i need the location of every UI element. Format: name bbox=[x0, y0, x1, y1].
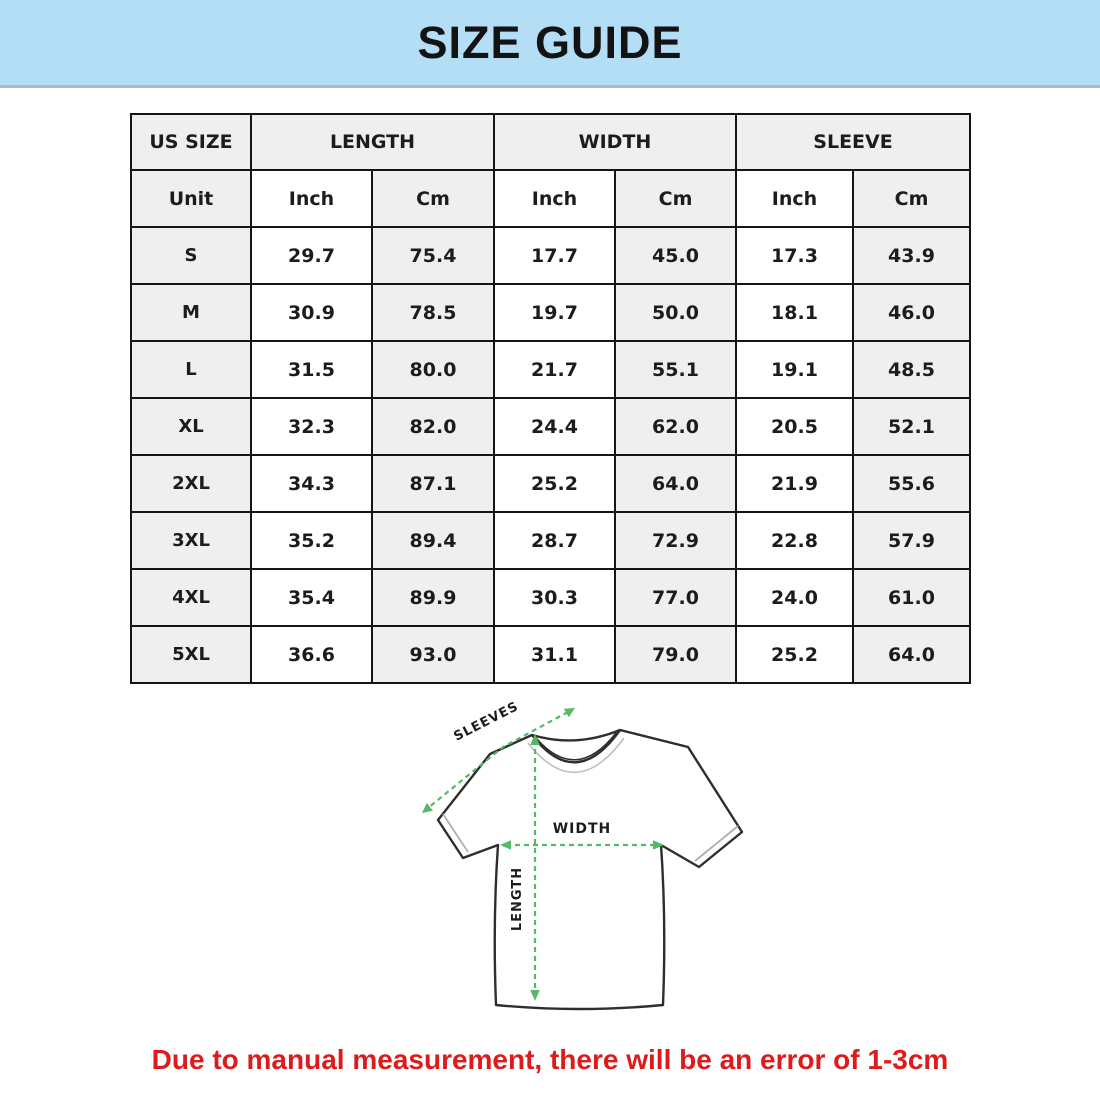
size-label: 5XL bbox=[131, 626, 251, 683]
table-row-4xl bbox=[131, 569, 970, 626]
cell-value: 20.5 bbox=[736, 398, 853, 455]
unit-cm: Cm bbox=[853, 170, 970, 227]
table-header-row bbox=[131, 114, 970, 170]
unit-inch: Inch bbox=[494, 170, 615, 227]
length-label: LENGTH bbox=[510, 866, 525, 932]
cell-value: 79.0 bbox=[615, 626, 736, 683]
cell-value: 17.3 bbox=[736, 227, 853, 284]
table-row-l bbox=[131, 341, 970, 398]
header-length: LENGTH bbox=[251, 114, 494, 170]
cell-value: 77.0 bbox=[615, 569, 736, 626]
cell-value: 48.5 bbox=[853, 341, 970, 398]
unit-inch: Inch bbox=[251, 170, 372, 227]
cell-value: 25.2 bbox=[494, 455, 615, 512]
cell-value: 36.6 bbox=[251, 626, 372, 683]
unit-row bbox=[131, 170, 970, 227]
header-width: WIDTH bbox=[494, 114, 736, 170]
cell-value: 55.1 bbox=[615, 341, 736, 398]
measurement-error-note: Due to manual measurement, there will be an error of 1-3cm bbox=[151, 1044, 949, 1075]
table-row-3xl bbox=[131, 512, 970, 569]
size-label: S bbox=[131, 227, 251, 284]
cell-value: 62.0 bbox=[615, 398, 736, 455]
cell-value: 80.0 bbox=[372, 341, 494, 398]
cell-value: 72.9 bbox=[615, 512, 736, 569]
cell-value: 61.0 bbox=[853, 569, 970, 626]
size-label: 3XL bbox=[131, 512, 251, 569]
cell-value: 19.1 bbox=[736, 341, 853, 398]
cell-value: 89.4 bbox=[372, 512, 494, 569]
cell-value: 21.7 bbox=[494, 341, 615, 398]
cell-value: 24.4 bbox=[494, 398, 615, 455]
size-guide-banner bbox=[0, 0, 1100, 88]
cell-value: 64.0 bbox=[615, 455, 736, 512]
cell-value: 25.2 bbox=[736, 626, 853, 683]
cell-value: 31.1 bbox=[494, 626, 615, 683]
cell-value: 17.7 bbox=[494, 227, 615, 284]
header-sleeve: SLEEVE bbox=[736, 114, 970, 170]
cell-value: 24.0 bbox=[736, 569, 853, 626]
size-label: M bbox=[131, 284, 251, 341]
size-label: 2XL bbox=[131, 455, 251, 512]
cell-value: 64.0 bbox=[853, 626, 970, 683]
cell-value: 43.9 bbox=[853, 227, 970, 284]
size-table bbox=[130, 113, 971, 684]
size-label: 4XL bbox=[131, 569, 251, 626]
unit-cm: Cm bbox=[615, 170, 736, 227]
cell-value: 22.8 bbox=[736, 512, 853, 569]
cell-value: 34.3 bbox=[251, 455, 372, 512]
cell-value: 82.0 bbox=[372, 398, 494, 455]
unit-cm: Cm bbox=[372, 170, 494, 227]
unit-inch: Inch bbox=[736, 170, 853, 227]
cell-value: 78.5 bbox=[372, 284, 494, 341]
header-us-size: US SIZE bbox=[131, 114, 251, 170]
cell-value: 93.0 bbox=[372, 626, 494, 683]
unit-label: Unit bbox=[131, 170, 251, 227]
cell-value: 30.3 bbox=[494, 569, 615, 626]
cell-value: 50.0 bbox=[615, 284, 736, 341]
page-title: SIZE GUIDE bbox=[417, 16, 683, 68]
cell-value: 32.3 bbox=[251, 398, 372, 455]
cell-value: 19.7 bbox=[494, 284, 615, 341]
cell-value: 35.4 bbox=[251, 569, 372, 626]
cell-value: 55.6 bbox=[853, 455, 970, 512]
size-label: L bbox=[131, 341, 251, 398]
table-row-m bbox=[131, 284, 970, 341]
cell-value: 52.1 bbox=[853, 398, 970, 455]
cell-value: 57.9 bbox=[853, 512, 970, 569]
cell-value: 30.9 bbox=[251, 284, 372, 341]
tshirt-diagram bbox=[402, 692, 767, 1042]
cell-value: 31.5 bbox=[251, 341, 372, 398]
sleeves-label: SLEEVES bbox=[451, 699, 522, 745]
width-label: WIDTH bbox=[552, 821, 612, 837]
cell-value: 45.0 bbox=[615, 227, 736, 284]
table-row-xl bbox=[131, 398, 970, 455]
cell-value: 18.1 bbox=[736, 284, 853, 341]
cell-value: 35.2 bbox=[251, 512, 372, 569]
table-row-2xl bbox=[131, 455, 970, 512]
table-row-s bbox=[131, 227, 970, 284]
cell-value: 46.0 bbox=[853, 284, 970, 341]
cell-value: 75.4 bbox=[372, 227, 494, 284]
table-row-5xl bbox=[131, 626, 970, 683]
cell-value: 89.9 bbox=[372, 569, 494, 626]
cell-value: 29.7 bbox=[251, 227, 372, 284]
cell-value: 21.9 bbox=[736, 455, 853, 512]
size-label: XL bbox=[131, 398, 251, 455]
cell-value: 28.7 bbox=[494, 512, 615, 569]
tshirt-outline bbox=[438, 730, 742, 1009]
cell-value: 87.1 bbox=[372, 455, 494, 512]
